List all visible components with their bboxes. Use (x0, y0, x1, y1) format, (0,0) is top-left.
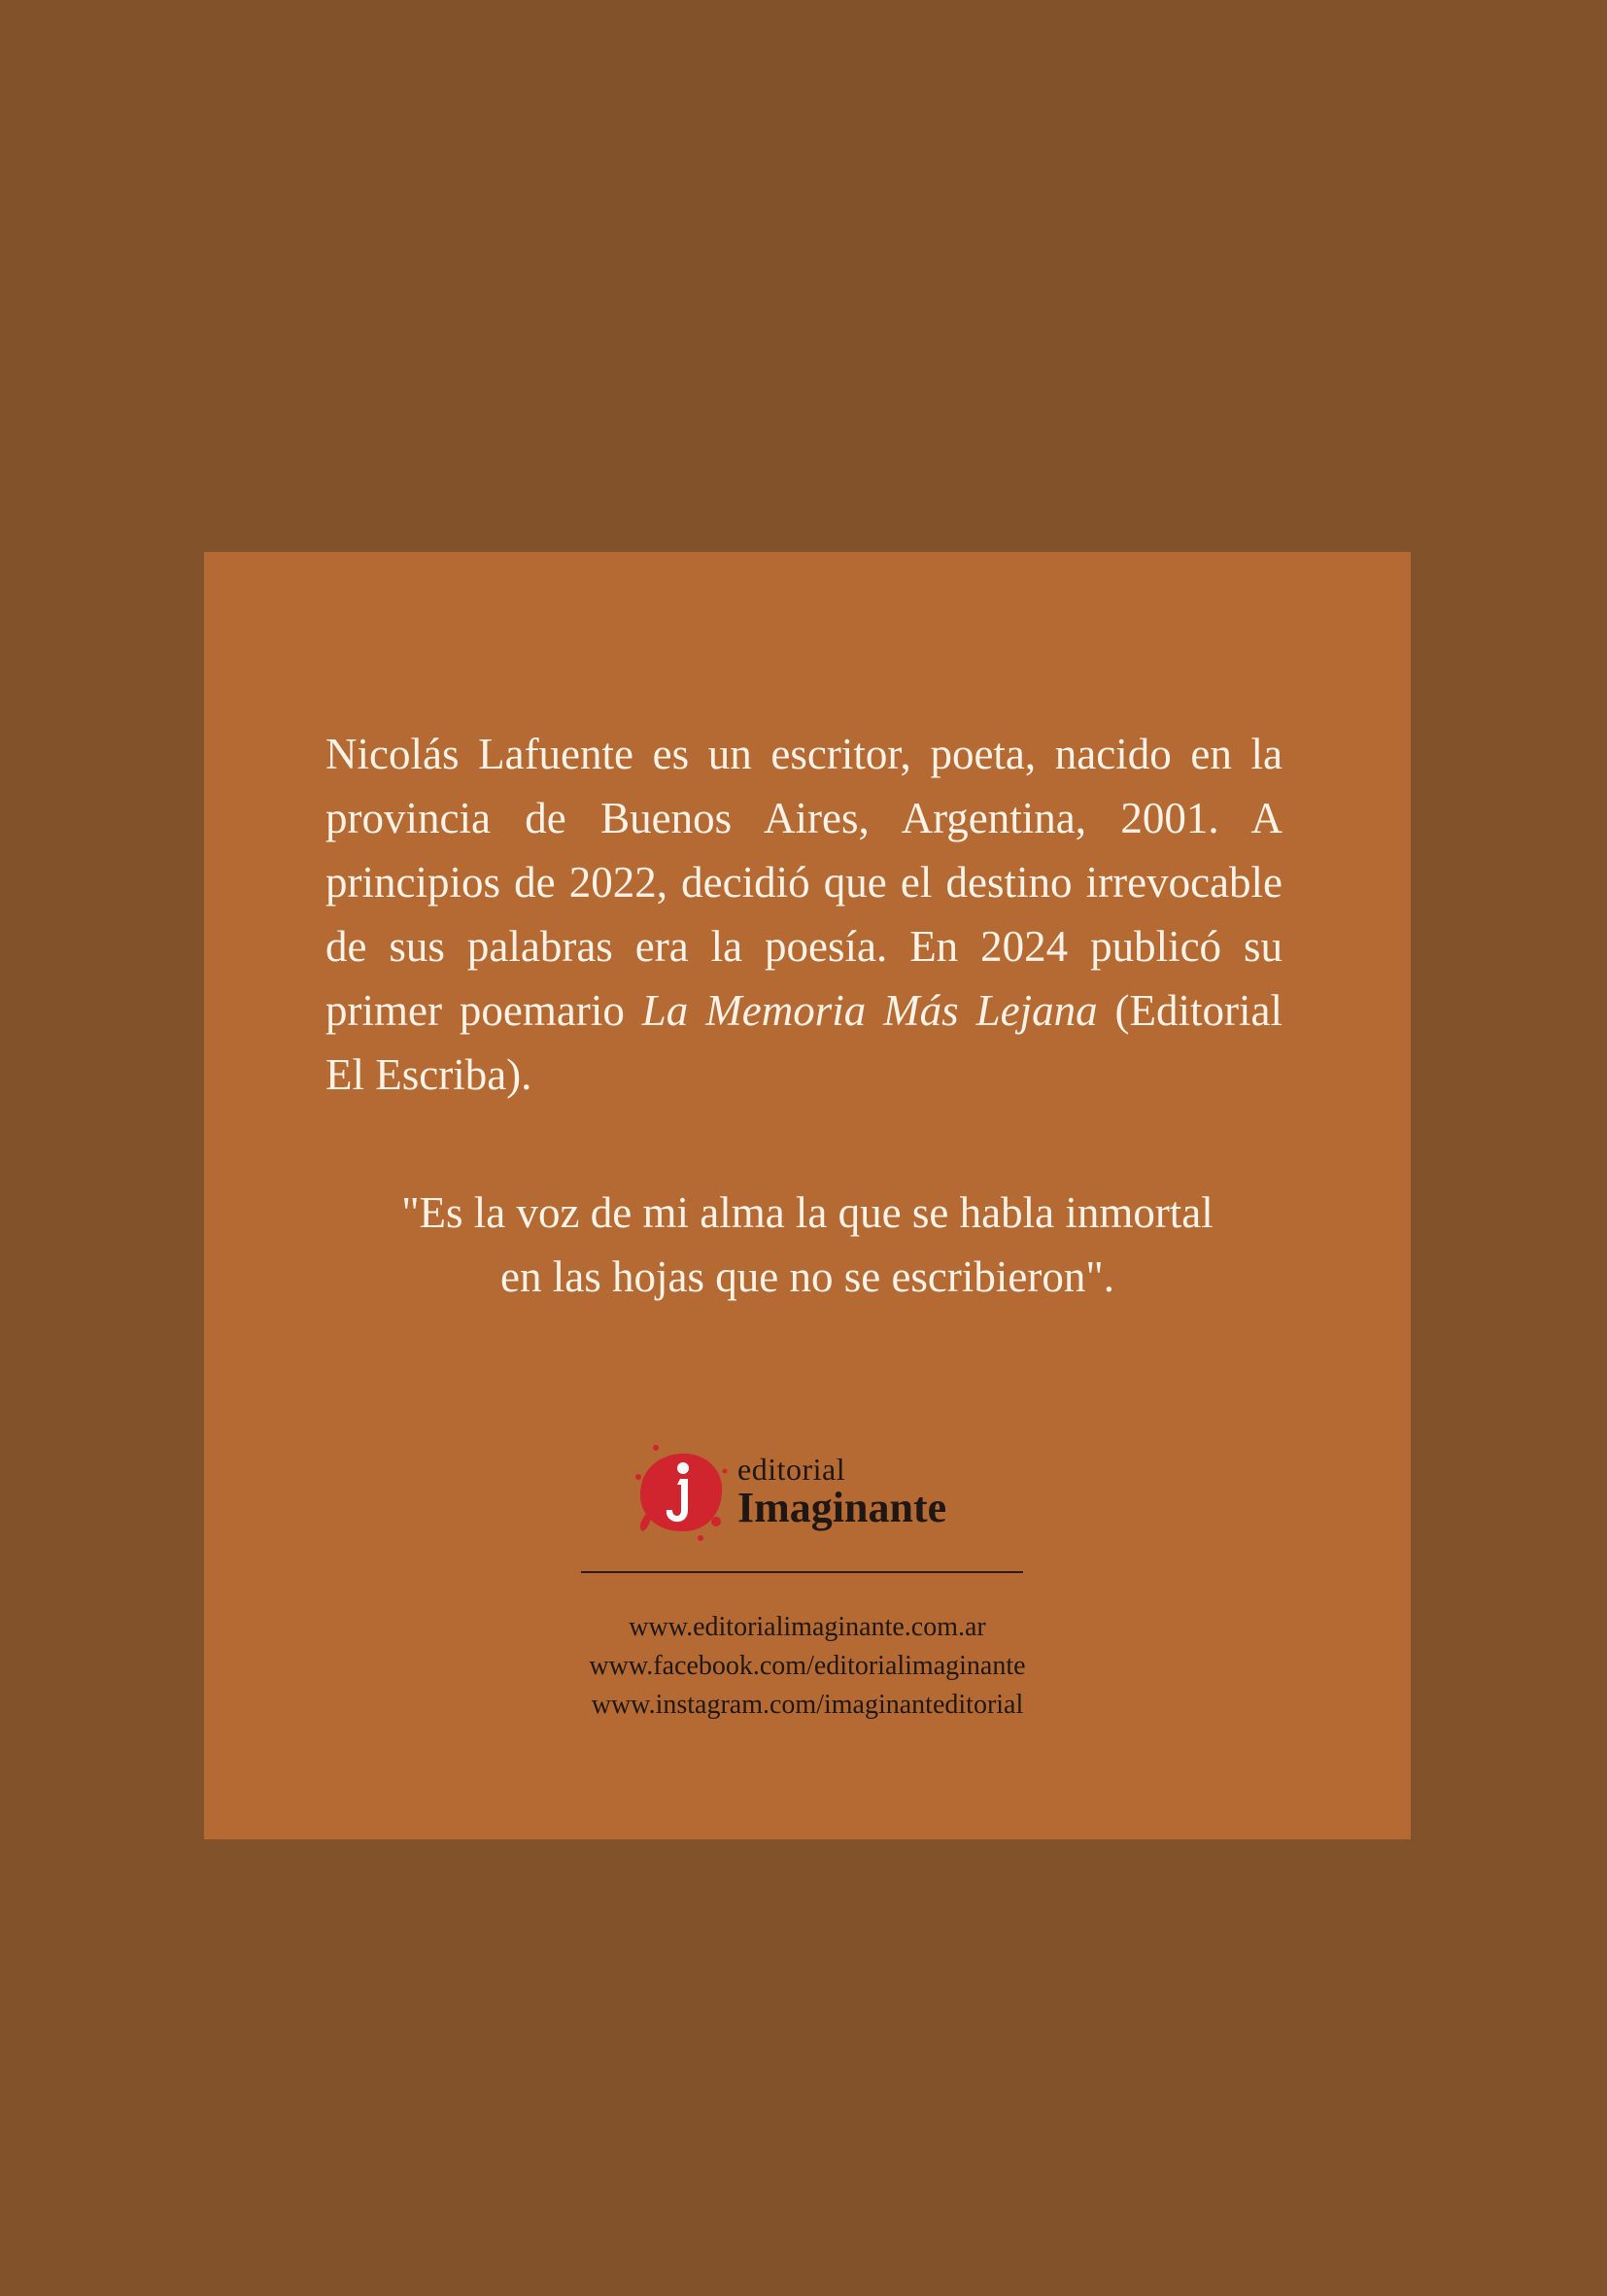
instagram-link: www.instagram.com/imaginanteditorial (591, 1690, 1024, 1720)
author-bio-text-2: (Editorial El Escriba). (325, 986, 1282, 1099)
quote-line-1: "Es la voz de mi alma la que se habla inmortal (401, 1188, 1214, 1237)
ink-drop-i-icon (627, 1438, 734, 1545)
divider-line (581, 1571, 1023, 1573)
author-bio-text-1: Nicolás Lafuente es un escritor, poeta, nacido en la provincia de Buenos Aires, Argentina, 2001. A principios de 2022, decidió que el destino irrevocable de sus palabras era la poesía. En 2024 publicó su primer poemario (325, 730, 1282, 1035)
publisher-wordmark-small: editorial (737, 1452, 846, 1487)
quote-line-2: en las hojas que no se escribieron". (500, 1252, 1114, 1301)
website-link: www.editorialimaginante.com.ar (629, 1612, 986, 1642)
author-bio (325, 722, 1282, 1107)
book-title: La Memoria Más Lejana (641, 986, 1098, 1035)
publisher-logo (627, 1438, 986, 1547)
publisher-wordmark (737, 1454, 946, 1529)
author-quote (262, 1181, 1352, 1309)
facebook-link: www.facebook.com/editorialimaginante (589, 1651, 1026, 1681)
content-panel (204, 552, 1411, 1839)
publisher-links (204, 1608, 1411, 1725)
publisher-wordmark-big: Imaginante (737, 1484, 947, 1531)
